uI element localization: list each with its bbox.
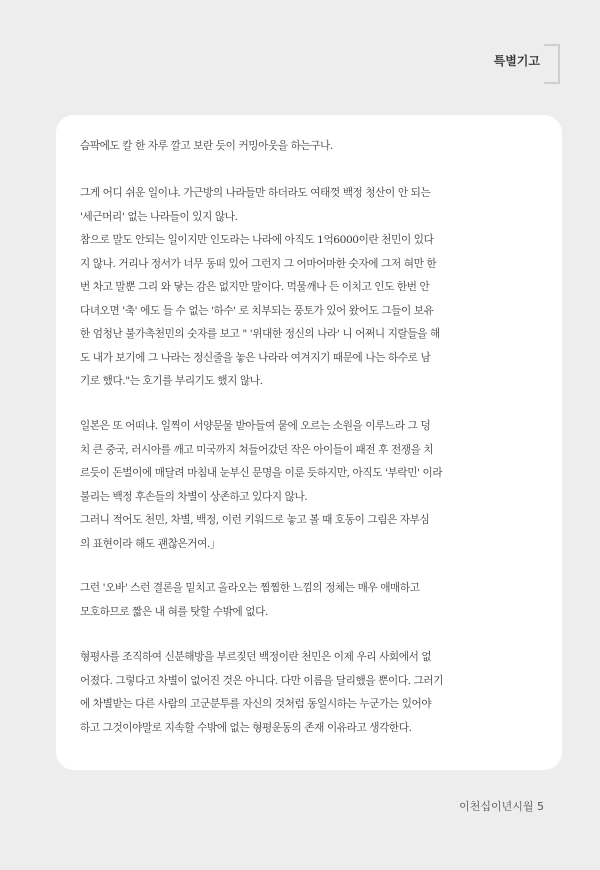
article-card xyxy=(56,115,562,770)
text-line: 다녀오면 '축' 에도 들 수 없는 '하수' 로 치부되는 풍토가 있어 왔어도 그들이 보유 xyxy=(80,304,434,317)
text-line: 어졌다. 그렇다고 차별이 없어진 것은 아니다. 다만 이름을 달리했을 뿐이다. 그러기 xyxy=(80,674,444,687)
text-line: '세근머리' 없는 나라들이 있지 않나. xyxy=(80,210,238,223)
paragraph-3 xyxy=(80,415,542,556)
text-line: 그게 어디 쉬운 일이냐. 가근방의 나라들만 하더라도 여태껏 백정 청산이 안 되는 xyxy=(80,187,431,199)
paragraph-5 xyxy=(80,646,542,740)
text-line: 도 내가 보기에 그 나라는 정신줄을 놓은 나라라 여겨지기 때문에 나는 하수로 남 xyxy=(80,351,431,364)
page-footer xyxy=(459,798,544,814)
paragraph-2 xyxy=(80,182,542,394)
text-line: 슴팍에도 칼 한 자루 깔고 보란 듯이 커밍아웃을 하는구나. xyxy=(80,140,333,152)
text-line: 모호하므로 짧은 내 혀를 탓할 수밖에 없다. xyxy=(80,605,268,618)
section-tab xyxy=(470,44,560,82)
text-line: 번 차고 말뿐 그리 와 닿는 감은 없지만 말이다. 먹물깨나 든 이치고 인도 한번 안 xyxy=(80,281,430,293)
section-bracket xyxy=(544,44,560,84)
page-number: 5 xyxy=(537,800,544,813)
publication-name: 이천십이년시월 xyxy=(459,800,534,813)
text-line: 르듯이 돈벌이에 매달려 마침내 눈부신 문명을 이룬 듯하지만, 아직도 '부락민' 이라 xyxy=(80,467,443,479)
paragraph-1 xyxy=(80,135,542,159)
paragraph-4 xyxy=(80,577,542,624)
text-line: 한 엄청난 불가촉천민의 숫자를 보고 " '위대한 정신의 나라' 니 어쩌니 지랄들을 해 xyxy=(80,328,440,340)
text-line: 하고 그것이야말로 지속할 수밖에 없는 형평운동의 존재 이유라고 생각한다. xyxy=(80,721,412,734)
text-line: 참으로 말도 안되는 일이지만 인도라는 나라에 아직도 1억6000이란 천민이 있다 xyxy=(80,234,434,246)
text-line: 에 차별받는 다른 사람의 고군분투를 자신의 것처럼 동일시하는 누군가는 있어야 xyxy=(80,698,432,710)
text-line: 일본은 또 어떠냐. 일찍이 서양문물 받아들여 뭍에 오르는 소원을 이루느라 그 덩 xyxy=(80,420,431,432)
text-line: 지 않나. 거리나 정서가 너무 동떠 있어 그런지 그 어마어마한 숫자에 그저 혀만 한 xyxy=(80,257,437,270)
text-line: 불리는 백정 후손들의 차별이 상존하고 있다지 않나. xyxy=(80,490,308,503)
text-line: 형평사를 조직하여 신분해방을 부르짖던 백정이란 천민은 이제 우리 사회에서 없 xyxy=(80,651,432,663)
text-line: 의 표현이라 해도 괜찮은거여.」 xyxy=(80,537,221,550)
text-line: 기로 했다."는 호기를 부리기도 했지 않나. xyxy=(80,375,263,387)
text-line: 그런 '오바' 스런 결론을 밑치고 올라오는 찜찜한 느낌의 정체는 매우 애매하고 xyxy=(80,582,420,594)
text-line: 그러니 적어도 천민, 차별, 백정, 이런 키워드로 놓고 볼 때 호동이 그림은 자부심 xyxy=(80,514,430,526)
text-line: 치 큰 중국, 러시아를 깨고 미국까지 쳐들어갔던 작은 아이들이 패전 후 전쟁을 치 xyxy=(80,443,434,456)
section-label: 특별기고 xyxy=(493,54,540,68)
